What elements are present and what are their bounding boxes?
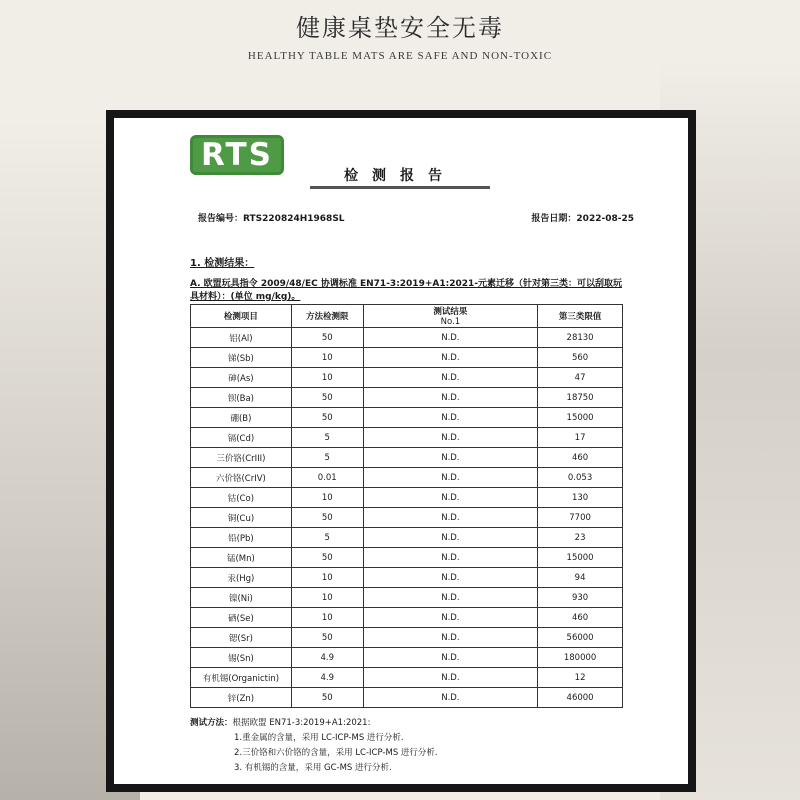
report-number-value: RTS220824H1968SL bbox=[243, 214, 345, 224]
cell-limit: 10 bbox=[291, 348, 363, 368]
cell-item: 硼(B) bbox=[191, 408, 292, 428]
cell-category3: 17 bbox=[538, 428, 623, 448]
cell-result: N.D. bbox=[363, 588, 537, 608]
cell-limit: 10 bbox=[291, 368, 363, 388]
cell-category3: 180000 bbox=[538, 648, 623, 668]
cell-result: N.D. bbox=[363, 548, 537, 568]
cell-category3: 23 bbox=[538, 528, 623, 548]
notes-heading bbox=[190, 716, 630, 731]
table-row bbox=[191, 668, 623, 688]
cell-result: N.D. bbox=[363, 608, 537, 628]
cell-category3: 18750 bbox=[538, 388, 623, 408]
cell-limit: 50 bbox=[291, 388, 363, 408]
cell-item: 锰(Mn) bbox=[191, 548, 292, 568]
rts-logo-text: RTS bbox=[201, 137, 273, 173]
table-row bbox=[191, 568, 623, 588]
cell-result: N.D. bbox=[363, 328, 537, 348]
header-category3: 第三类限值 bbox=[538, 305, 623, 328]
cell-category3: 12 bbox=[538, 668, 623, 688]
cell-item: 钴(Co) bbox=[191, 488, 292, 508]
header-result-sub: No.1 bbox=[440, 317, 461, 327]
test-method-notes bbox=[190, 716, 630, 776]
cell-category3: 7700 bbox=[538, 508, 623, 528]
cell-category3: 460 bbox=[538, 448, 623, 468]
table-row bbox=[191, 468, 623, 488]
cell-category3: 46000 bbox=[538, 688, 623, 708]
cell-limit: 50 bbox=[291, 328, 363, 348]
table-row bbox=[191, 608, 623, 628]
cell-limit: 10 bbox=[291, 608, 363, 628]
table-row bbox=[191, 388, 623, 408]
cell-category3: 47 bbox=[538, 368, 623, 388]
table-row bbox=[191, 588, 623, 608]
report-date bbox=[531, 211, 634, 224]
cell-result: N.D. bbox=[363, 368, 537, 388]
cell-limit: 5 bbox=[291, 428, 363, 448]
report-date-label: 报告日期： bbox=[531, 214, 577, 224]
section-heading: 1. 检测结果： bbox=[190, 258, 255, 269]
page-title: 健康桌垫安全无毒 bbox=[296, 14, 504, 42]
cell-item: 镉(Cd) bbox=[191, 428, 292, 448]
cell-result: N.D. bbox=[363, 468, 537, 488]
cell-item: 硒(Se) bbox=[191, 608, 292, 628]
cell-category3: 56000 bbox=[538, 628, 623, 648]
cell-category3: 560 bbox=[538, 348, 623, 368]
cell-item: 铅(Pb) bbox=[191, 528, 292, 548]
cell-limit: 50 bbox=[291, 548, 363, 568]
report-document bbox=[114, 118, 688, 784]
table-row bbox=[191, 408, 623, 428]
cell-category3: 94 bbox=[538, 568, 623, 588]
cell-item: 锶(Sr) bbox=[191, 628, 292, 648]
cell-item: 铜(Cu) bbox=[191, 508, 292, 528]
cell-item: 镍(Ni) bbox=[191, 588, 292, 608]
cell-limit: 0.01 bbox=[291, 468, 363, 488]
cell-result: N.D. bbox=[363, 668, 537, 688]
cell-item: 锑(Sb) bbox=[191, 348, 292, 368]
notes-head-label: 测试方法： bbox=[190, 718, 233, 728]
cell-result: N.D. bbox=[363, 528, 537, 548]
cell-result: N.D. bbox=[363, 648, 537, 668]
table-header-row bbox=[191, 305, 623, 328]
notes-head-text: 根据欧盟 EN71-3:2019+A1:2021: bbox=[232, 718, 371, 728]
table-row bbox=[191, 368, 623, 388]
cell-result: N.D. bbox=[363, 348, 537, 368]
results-table bbox=[190, 304, 623, 708]
cell-category3: 0.053 bbox=[538, 468, 623, 488]
table-row bbox=[191, 648, 623, 668]
header-result-label: 测试结果 bbox=[433, 307, 468, 317]
cell-item: 锌(Zn) bbox=[191, 688, 292, 708]
cell-item: 砷(As) bbox=[191, 368, 292, 388]
table-row bbox=[191, 348, 623, 368]
table-row bbox=[191, 488, 623, 508]
cell-limit: 5 bbox=[291, 528, 363, 548]
cell-limit: 4.9 bbox=[291, 668, 363, 688]
cell-limit: 10 bbox=[291, 568, 363, 588]
header-result bbox=[363, 305, 537, 328]
cell-result: N.D. bbox=[363, 508, 537, 528]
report-number bbox=[198, 211, 345, 224]
table-row bbox=[191, 548, 623, 568]
table-row bbox=[191, 528, 623, 548]
cell-limit: 5 bbox=[291, 448, 363, 468]
table-row bbox=[191, 688, 623, 708]
cell-result: N.D. bbox=[363, 388, 537, 408]
table-row bbox=[191, 448, 623, 468]
header-limit: 方法检测限 bbox=[291, 305, 363, 328]
cell-limit: 4.9 bbox=[291, 648, 363, 668]
cell-result: N.D. bbox=[363, 408, 537, 428]
cell-result: N.D. bbox=[363, 568, 537, 588]
table-row bbox=[191, 328, 623, 348]
cell-category3: 15000 bbox=[538, 408, 623, 428]
report-number-label: 报告编号： bbox=[198, 214, 244, 224]
table-row bbox=[191, 428, 623, 448]
cell-result: N.D. bbox=[363, 688, 537, 708]
cell-result: N.D. bbox=[363, 428, 537, 448]
cell-limit: 50 bbox=[291, 688, 363, 708]
cell-item: 铝(Al) bbox=[191, 328, 292, 348]
report-date-value: 2022-08-25 bbox=[576, 214, 634, 224]
cell-limit: 10 bbox=[291, 488, 363, 508]
cell-limit: 50 bbox=[291, 508, 363, 528]
rts-logo bbox=[190, 135, 284, 175]
cell-result: N.D. bbox=[363, 488, 537, 508]
cell-item: 汞(Hg) bbox=[191, 568, 292, 588]
standard-heading: A. 欧盟玩具指令 2009/48/EC 协调标准 EN71-3:2019+A1:2021-元素迁移（针对第三类：可以刮取玩具材料）：(单位 mg/kg)。 bbox=[190, 279, 622, 302]
cell-item: 三价铬(CrIII) bbox=[191, 448, 292, 468]
header-item: 检测项目 bbox=[191, 305, 292, 328]
cell-category3: 460 bbox=[538, 608, 623, 628]
cell-limit: 50 bbox=[291, 628, 363, 648]
cell-item: 六价铬(CrIV) bbox=[191, 468, 292, 488]
cell-item: 有机锡(Organictin) bbox=[191, 668, 292, 688]
cell-limit: 50 bbox=[291, 408, 363, 428]
table-row bbox=[191, 628, 623, 648]
note-item: 2.三价铬和六价铬的含量，采用 LC-ICP-MS 进行分析. bbox=[234, 748, 438, 758]
table-row bbox=[191, 508, 623, 528]
picture-frame bbox=[106, 110, 696, 792]
cell-category3: 930 bbox=[538, 588, 623, 608]
cell-result: N.D. bbox=[363, 448, 537, 468]
cell-category3: 15000 bbox=[538, 548, 623, 568]
cell-item: 锡(Sn) bbox=[191, 648, 292, 668]
cell-category3: 28130 bbox=[538, 328, 623, 348]
note-item: 1.重金属的含量，采用 LC-ICP-MS 进行分析. bbox=[234, 733, 404, 743]
note-item: 3. 有机锡的含量，采用 GC-MS 进行分析. bbox=[234, 763, 392, 773]
title-underline bbox=[310, 186, 490, 189]
cell-category3: 130 bbox=[538, 488, 623, 508]
cell-result: N.D. bbox=[363, 628, 537, 648]
cell-item: 钡(Ba) bbox=[191, 388, 292, 408]
report-title: 检测报告 bbox=[344, 168, 456, 184]
cell-limit: 10 bbox=[291, 588, 363, 608]
page-subtitle: HEALTHY TABLE MATS ARE SAFE AND NON-TOXIC bbox=[247, 50, 553, 62]
